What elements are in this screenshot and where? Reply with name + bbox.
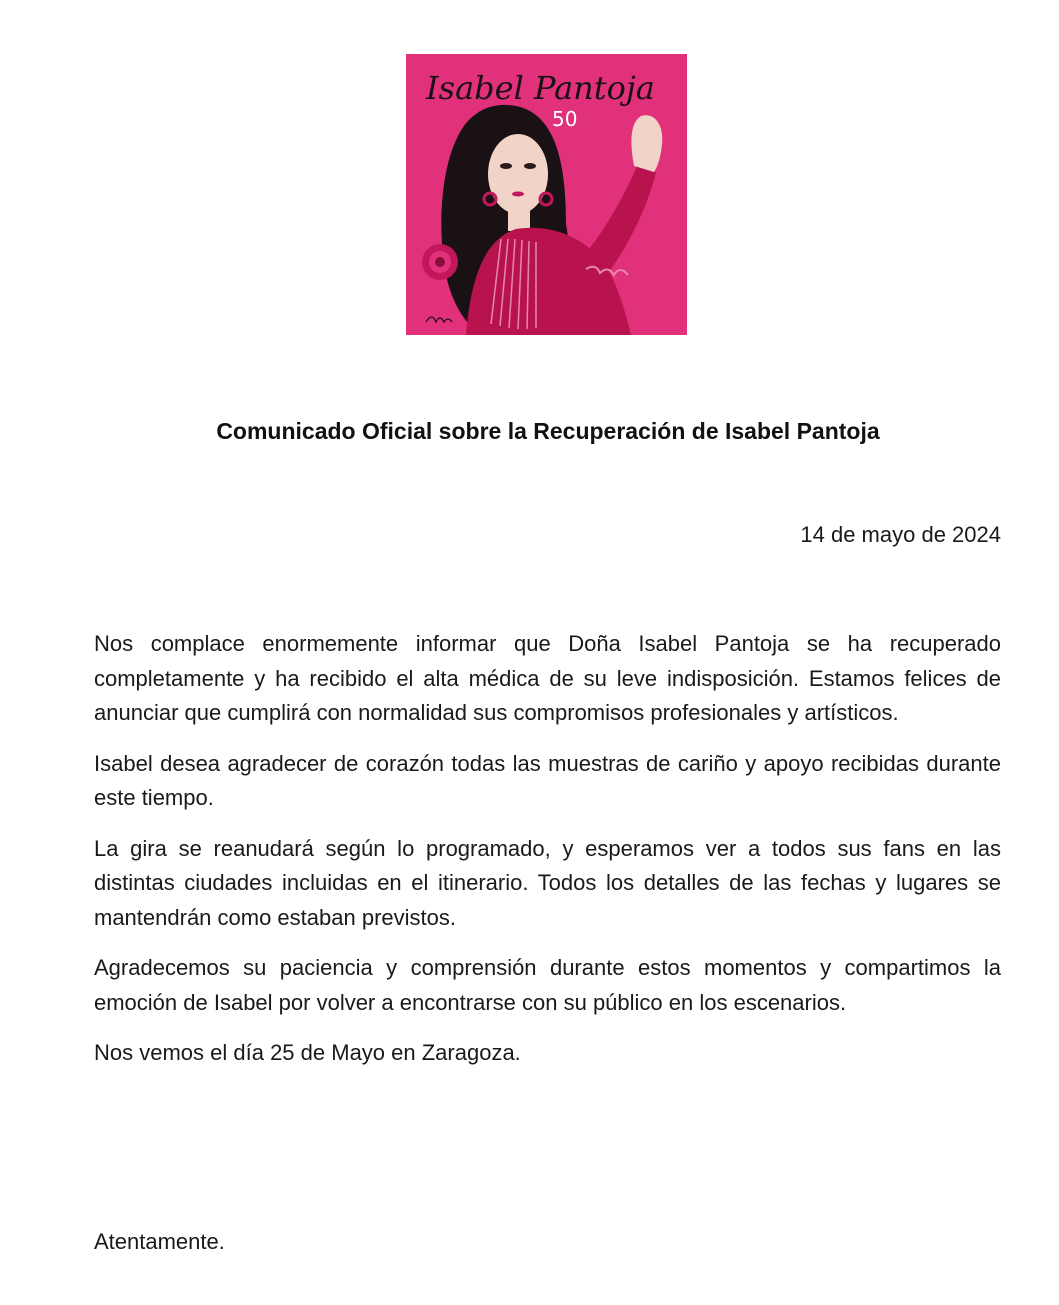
body-paragraph: Nos complace enormemente informar que Doña Isabel Pantoja se ha recuperado completamente y ha recibido el alta médica de su leve indisposición. Estamos felices de anunciar que cumplirá con normalidad sus compromisos profesionales y artísticos.	[94, 631, 1001, 725]
document-body	[94, 627, 1001, 1087]
document-title: Comunicado Oficial sobre la Recuperación de Isabel Pantoja	[216, 418, 880, 444]
body-paragraph: La gira se reanudará según lo programado, y esperamos ver a todos sus fans en las distintas ciudades incluidas en el itinerario. Todos los detalles de las fechas y lugares se mantendrán como estaban previstos.	[94, 835, 1001, 930]
body-paragraph: Isabel desea agradecer de corazón todas las muestras de cariño y apoyo recibidas durante este tiempo.	[94, 750, 1001, 810]
album-cover-illustration-icon	[406, 54, 687, 335]
svg-text:50: 50	[552, 107, 578, 131]
closing-text: Atentamente.	[94, 1229, 225, 1254]
svg-text:Isabel Pantoja: Isabel Pantoja	[426, 69, 655, 107]
body-paragraph: Agradecemos su paciencia y comprensión durante estos momentos y compartimos la emoción de Isabel por volver a encontrarse con su público en los escenarios.	[94, 955, 1001, 1015]
document-date: 14 de mayo de 2024	[800, 522, 1001, 547]
album-cover-image	[406, 54, 687, 335]
body-paragraph: Nos vemos el día 25 de Mayo en Zaragoza.	[94, 1040, 521, 1065]
